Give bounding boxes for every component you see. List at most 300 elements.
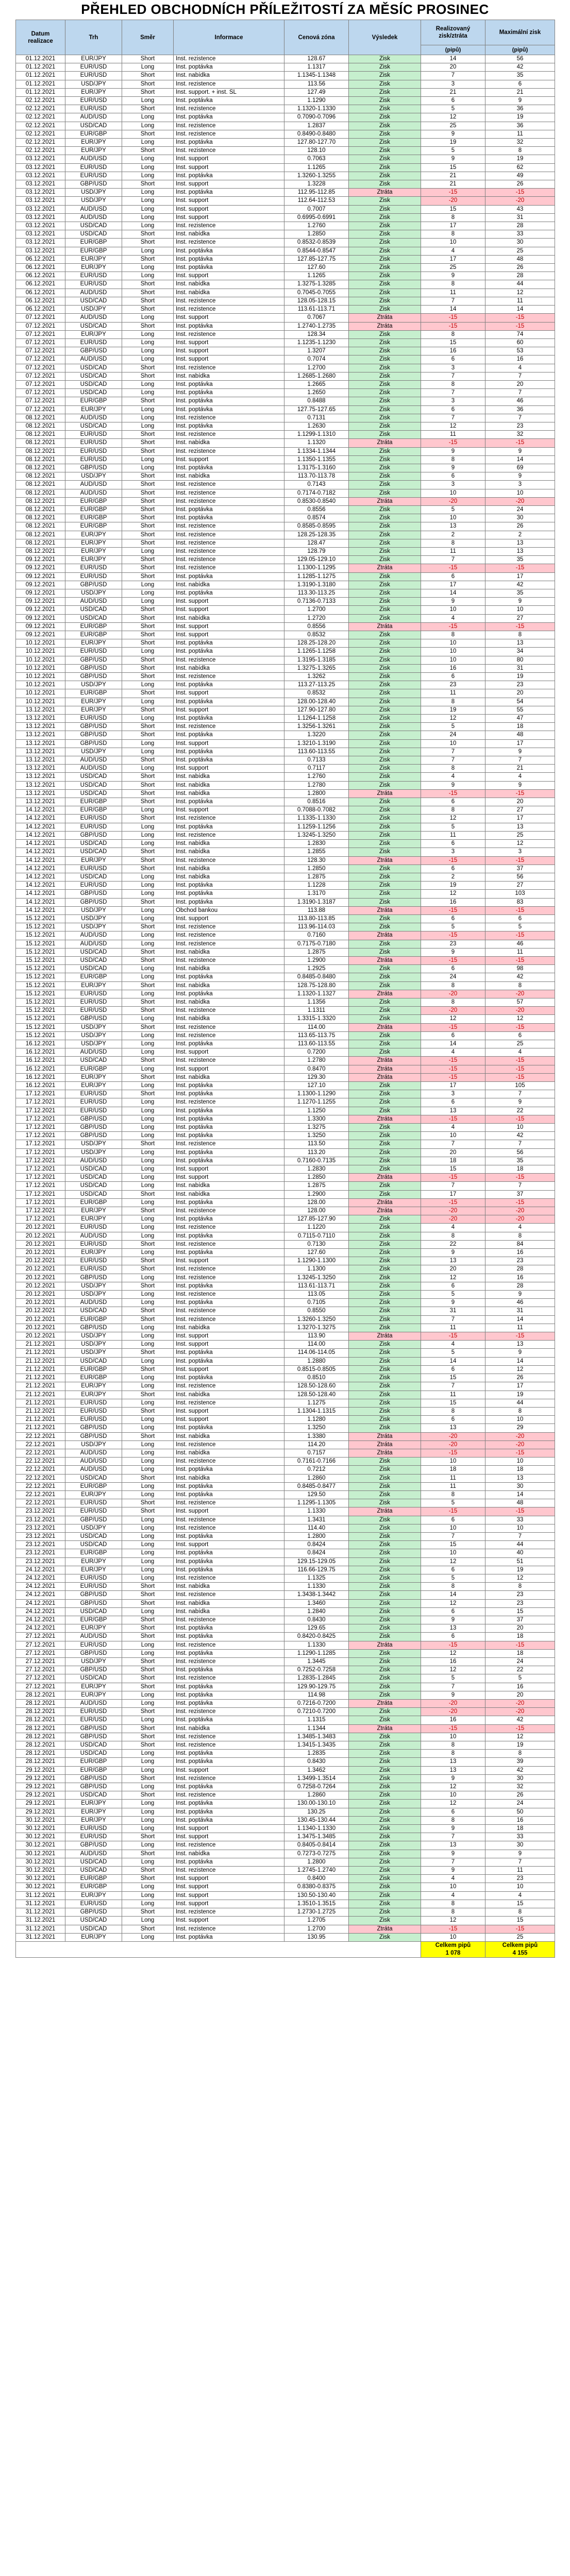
table-row [16,1474,555,1482]
info-cell: Inst. support [174,1416,284,1424]
max-pips-cell: 53 [485,347,555,355]
date-cell: 20.12.2021 [16,1332,65,1341]
info-cell: Inst. nabídka [174,1599,284,1607]
pair-cell: EUR/JPY [65,1691,122,1699]
max-pips-cell: 16 [485,1683,555,1691]
info-cell: Inst. rezistence [174,122,284,130]
max-pips-cell: 15 [485,1607,555,1616]
info-cell: Inst. support. + inst. SL [174,88,284,96]
info-cell: Inst. rezistence [174,1023,284,1031]
pips-cell: 7 [421,556,485,564]
info-cell: Inst. poptávka [174,1349,284,1357]
max-pips-cell: -15 [485,1925,555,1933]
direction-cell: Long [122,197,174,205]
info-cell: Inst. rezistence [174,1574,284,1582]
info-cell: Inst. poptávka [174,255,284,263]
date-cell: 02.12.2021 [16,113,65,122]
pips-cell: 10 [421,1524,485,1532]
direction-cell: Long [122,1048,174,1057]
pips-cell: 8 [421,230,485,239]
info-cell: Inst. rezistence [174,447,284,455]
date-cell: 09.12.2021 [16,589,65,598]
date-cell: 29.12.2021 [16,1766,65,1774]
table-row [16,1190,555,1198]
info-cell: Inst. nabídka [174,781,284,789]
table-row [16,306,555,314]
zone-cell: 130.45-130.44 [284,1816,349,1824]
max-pips-cell: 9 [485,1098,555,1107]
info-cell: Inst. rezistence [174,923,284,931]
info-cell: Inst. rezistence [174,1616,284,1624]
pips-cell: 6 [421,1516,485,1524]
zone-cell: 1.3460 [284,1599,349,1607]
pair-cell: USD/JPY [65,1148,122,1157]
info-cell: Inst. rezistence [174,1098,284,1107]
pair-cell: USD/JPY [65,1440,122,1449]
zone-cell: 1.2850 [284,230,349,239]
pips-cell: 12 [421,1649,485,1657]
pips-cell: -15 [421,622,485,631]
table-row [16,1700,555,1708]
table-row [16,189,555,197]
pair-cell: AUD/USD [65,355,122,364]
max-pips-cell: 12 [485,840,555,848]
pips-cell: 7 [421,297,485,305]
zone-cell: 0.7210-0.7200 [284,1708,349,1716]
result-cell: Zisk [349,1833,421,1841]
result-cell: Zisk [349,1791,421,1800]
pair-cell: AUD/USD [65,205,122,213]
result-cell: Zisk [349,280,421,289]
max-pips-cell: 32 [485,431,555,439]
zone-cell: 0.7131 [284,414,349,422]
info-cell: Inst. support [174,1917,284,1925]
result-cell: Zisk [349,765,421,773]
zone-cell: 114.06-114.05 [284,1349,349,1357]
max-pips-cell: 18 [485,1649,555,1657]
pair-cell: AUD/USD [65,1850,122,1858]
pair-cell: EUR/GBP [65,1365,122,1374]
date-cell: 07.12.2021 [16,372,65,380]
table-row [16,1858,555,1866]
pair-cell: EUR/GBP [65,1374,122,1382]
date-cell: 23.12.2021 [16,1541,65,1549]
zone-cell: 113.50 [284,1140,349,1148]
result-cell: Ztráta [349,1432,421,1440]
pips-cell: 10 [421,739,485,748]
pair-cell: EUR/USD [65,280,122,289]
pips-cell: -20 [421,1215,485,1224]
pair-cell: GBP/USD [65,180,122,189]
pips-cell: -15 [421,956,485,964]
pips-cell: -15 [421,564,485,572]
zone-cell: 0.7273-0.7275 [284,1850,349,1858]
max-pips-cell: 10 [485,606,555,614]
pair-cell: USD/JPY [65,1658,122,1666]
direction-cell: Short [122,1023,174,1031]
pips-cell: 20 [421,1265,485,1274]
pair-cell: EUR/JPY [65,405,122,414]
date-cell: 13.12.2021 [16,765,65,773]
zone-cell: 1.1320-1.1330 [284,105,349,113]
pair-cell: USD/JPY [65,1524,122,1532]
pips-cell: 6 [421,840,485,848]
direction-cell: Short [122,606,174,614]
pips-cell: 6 [421,1365,485,1374]
pips-cell: 10 [421,656,485,664]
pips-cell: 10 [421,1883,485,1891]
table-row [16,1374,555,1382]
pips-cell: 6 [421,1098,485,1107]
max-pips-cell: 33 [485,1516,555,1524]
direction-cell: Long [122,1574,174,1582]
direction-cell: Short [122,180,174,189]
result-cell: Zisk [349,606,421,614]
date-cell: 09.12.2021 [16,631,65,639]
direction-cell: Short [122,306,174,314]
date-cell: 07.12.2021 [16,397,65,405]
zone-cell: 1.1220 [284,1224,349,1232]
col-header-direction: Směr [122,20,174,55]
zone-cell: 1.1280 [284,1416,349,1424]
direction-cell: Long [122,1040,174,1048]
max-pips-cell: 7 [485,756,555,765]
direction-cell: Short [122,1365,174,1374]
max-pips-cell: 20 [485,1691,555,1699]
max-pips-cell: 16 [485,1274,555,1282]
date-cell: 22.12.2021 [16,1490,65,1499]
date-cell: 15.12.2021 [16,1031,65,1040]
pips-cell: 8 [421,1407,485,1415]
table-row [16,1382,555,1391]
result-cell: Ztráta [349,1174,421,1182]
table-row [16,505,555,514]
result-cell: Zisk [349,113,421,122]
zone-cell: 0.8516 [284,798,349,806]
pips-cell: 12 [421,1274,485,1282]
date-cell: 13.12.2021 [16,723,65,731]
info-cell: Inst. support [174,1165,284,1174]
date-cell: 22.12.2021 [16,1432,65,1440]
max-pips-cell: 54 [485,698,555,706]
pips-cell: 6 [421,965,485,973]
table-row [16,956,555,964]
info-cell: Inst. rezistence [174,856,284,865]
zone-cell: 1.3260-1.3250 [284,1315,349,1324]
zone-cell: 1.1235-1.1230 [284,338,349,347]
result-cell: Ztráta [349,1332,421,1341]
direction-cell: Short [122,556,174,564]
pair-cell: EUR/USD [65,1399,122,1407]
table-row [16,531,555,539]
col-unit-pips: (pipů) [421,45,485,55]
date-cell: 21.12.2021 [16,1365,65,1374]
zone-cell: 0.8574 [284,514,349,522]
zone-cell: 130.25 [284,1808,349,1816]
direction-cell: Long [122,1098,174,1107]
pips-cell: 18 [421,1466,485,1474]
result-cell: Ztráta [349,1073,421,1081]
info-cell: Inst. poptávka [174,1232,284,1240]
info-cell: Inst. rezistence [174,1925,284,1933]
result-cell: Zisk [349,264,421,272]
max-pips-cell: -15 [485,1057,555,1065]
pips-cell: 6 [421,97,485,105]
max-pips-cell: 24 [485,1800,555,1808]
direction-cell: Short [122,789,174,798]
date-cell: 02.12.2021 [16,130,65,138]
direction-cell: Short [122,230,174,239]
direction-cell: Long [122,1124,174,1132]
table-row [16,1265,555,1274]
date-cell: 03.12.2021 [16,155,65,163]
table-row [16,1800,555,1808]
result-cell: Zisk [349,88,421,96]
date-cell: 06.12.2021 [16,306,65,314]
col-unit-max: (pipů) [485,45,555,55]
zone-cell: 0.8470 [284,1065,349,1073]
date-cell: 15.12.2021 [16,965,65,973]
pair-cell: USD/JPY [65,1349,122,1357]
pips-cell: 10 [421,1458,485,1466]
result-cell: Zisk [349,55,421,63]
info-cell: Inst. nabídka [174,372,284,380]
table-row [16,1249,555,1257]
zone-cell: 0.7090-0.7096 [284,113,349,122]
zone-cell: 0.8532 [284,631,349,639]
info-cell: Inst. nabídka [174,280,284,289]
table-row [16,297,555,305]
date-cell: 31.12.2021 [16,1933,65,1941]
pips-cell: 12 [421,422,485,430]
direction-cell: Short [122,815,174,823]
pair-cell: GBP/USD [65,1599,122,1607]
pips-cell: 8 [421,1583,485,1591]
result-cell: Zisk [349,998,421,1006]
zone-cell: 130.95 [284,1933,349,1941]
pips-cell: 5 [421,1674,485,1683]
date-cell: 20.12.2021 [16,1324,65,1332]
result-cell: Zisk [349,581,421,589]
date-cell: 24.12.2021 [16,1566,65,1574]
date-cell: 15.12.2021 [16,981,65,990]
pips-cell: 14 [421,589,485,598]
info-cell: Inst. support [174,355,284,364]
table-row [16,205,555,213]
pips-cell: 15 [421,205,485,213]
zone-cell: 0.7212 [284,1466,349,1474]
table-row [16,1257,555,1265]
max-pips-cell: 57 [485,998,555,1006]
max-pips-cell: 37 [485,1190,555,1198]
table-row [16,965,555,973]
pair-cell: EUR/JPY [65,264,122,272]
max-pips-cell: 35 [485,72,555,80]
info-cell: Inst. support [174,1875,284,1883]
table-row [16,731,555,739]
zone-cell: 0.7175-0.7180 [284,940,349,948]
result-cell: Ztráta [349,956,421,964]
table-row [16,1649,555,1657]
pips-cell: 7 [421,1858,485,1866]
pair-cell: AUD/USD [65,1700,122,1708]
direction-cell: Short [122,1315,174,1324]
table-row [16,1925,555,1933]
table-row [16,598,555,606]
direction-cell: Short [122,1432,174,1440]
info-cell: Inst. support [174,598,284,606]
pips-cell: 6 [421,1633,485,1641]
pair-cell: USD/CAD [65,840,122,848]
table-row [16,898,555,906]
max-pips-cell: 14 [485,1357,555,1365]
zone-cell: 129.05-129.10 [284,556,349,564]
date-cell: 27.12.2021 [16,1641,65,1649]
pips-cell: 12 [421,715,485,723]
max-pips-cell: 43 [485,205,555,213]
zone-cell: 1.2875 [284,873,349,881]
direction-cell: Short [122,255,174,263]
direction-cell: Long [122,1466,174,1474]
table-row [16,1516,555,1524]
table-row [16,88,555,96]
pair-cell: AUD/USD [65,314,122,322]
date-cell: 28.12.2021 [16,1733,65,1741]
date-cell: 27.12.2021 [16,1649,65,1657]
pair-cell: AUD/USD [65,1449,122,1457]
table-row [16,973,555,981]
pair-cell: USD/CAD [65,1474,122,1482]
pips-cell: 5 [421,823,485,831]
table-row [16,1065,555,1073]
direction-cell: Short [122,1190,174,1198]
pips-cell: 6 [421,1031,485,1040]
direction-cell: Long [122,1691,174,1699]
max-pips-cell: 14 [485,455,555,464]
pair-cell: EUR/GBP [65,1482,122,1490]
max-pips-cell: 19 [485,1566,555,1574]
pips-cell: 6 [421,1566,485,1574]
info-cell: Inst. nabídka [174,1015,284,1023]
result-cell: Zisk [349,598,421,606]
pips-cell: 4 [421,1341,485,1349]
pair-cell: AUD/USD [65,1458,122,1466]
result-cell: Ztráta [349,1641,421,1649]
date-cell: 17.12.2021 [16,1098,65,1107]
max-pips-cell: -20 [485,990,555,998]
result-cell: Zisk [349,1783,421,1791]
date-cell: 08.12.2021 [16,472,65,481]
pair-cell: EUR/JPY [65,1073,122,1081]
table-row [16,1224,555,1232]
direction-cell: Long [122,389,174,397]
result-cell: Zisk [349,873,421,881]
table-row [16,1741,555,1750]
pair-cell: EUR/GBP [65,798,122,806]
pair-cell: USD/JPY [65,1040,122,1048]
direction-cell: Short [122,1658,174,1666]
table-row [16,422,555,430]
zone-cell: 130.50-130.40 [284,1891,349,1900]
result-cell: Zisk [349,230,421,239]
pair-cell: USD/CAD [65,222,122,230]
zone-cell: 0.8532 [284,689,349,698]
zone-cell: 0.6995-0.6991 [284,213,349,222]
pair-cell: EUR/USD [65,648,122,656]
direction-cell: Long [122,1750,174,1758]
max-pips-cell: -20 [485,1440,555,1449]
date-cell: 24.12.2021 [16,1607,65,1616]
info-cell: Inst. nabídka [174,1391,284,1399]
zone-cell: 1.1259-1.1256 [284,823,349,831]
pair-cell: EUR/USD [65,455,122,464]
info-cell: Inst. rezistence [174,931,284,940]
max-pips-cell: 18 [485,1825,555,1833]
info-cell: Inst. rezistence [174,1674,284,1683]
result-cell: Zisk [349,681,421,689]
pips-cell: -15 [421,856,485,865]
direction-cell: Short [122,289,174,297]
info-cell: Inst. poptávka [174,1482,284,1490]
result-cell: Zisk [349,289,421,297]
table-row [16,748,555,756]
pips-cell: 15 [421,1541,485,1549]
pair-cell: EUR/JPY [65,531,122,539]
zone-cell: 128.34 [284,330,349,338]
pips-cell: 5 [421,147,485,155]
max-pips-cell: 42 [485,581,555,589]
direction-cell: Short [122,564,174,572]
pair-cell: GBP/USD [65,1516,122,1524]
direction-cell: Long [122,1482,174,1490]
table-row [16,522,555,531]
col-header-result: Výsledek [349,20,421,55]
pair-cell: GBP/USD [65,723,122,731]
table-row [16,556,555,564]
pips-cell: 4 [421,1891,485,1900]
direction-cell: Short [122,614,174,622]
max-pips-cell: 7 [485,1090,555,1098]
pips-cell: 6 [421,1416,485,1424]
max-pips-cell: 8 [485,1407,555,1415]
max-pips-cell: 10 [485,489,555,497]
pair-cell: GBP/USD [65,1666,122,1674]
pair-cell: USD/JPY [65,906,122,914]
zone-cell: 113.80-113.85 [284,914,349,923]
zone-cell: 1.2700 [284,1925,349,1933]
pair-cell: GBP/USD [65,1424,122,1432]
table-row [16,1482,555,1490]
date-cell: 31.12.2021 [16,1891,65,1900]
zone-cell: 1.3438-1.3442 [284,1591,349,1599]
result-cell: Zisk [349,1549,421,1557]
max-pips-cell: 28 [485,1265,555,1274]
pips-cell: 5 [421,505,485,514]
table-row [16,1440,555,1449]
direction-cell: Short [122,1867,174,1875]
pips-cell: 12 [421,1783,485,1791]
zone-cell: 0.8400 [284,1875,349,1883]
max-pips-cell: 12 [485,1733,555,1741]
result-cell: Zisk [349,1649,421,1657]
result-cell: Zisk [349,505,421,514]
pips-cell: 11 [421,1324,485,1332]
pair-cell: EUR/JPY [65,1808,122,1816]
zone-cell: 112.95-112.85 [284,189,349,197]
zone-cell: 0.8530-0.8540 [284,497,349,505]
max-pips-cell: 39 [485,1758,555,1766]
zone-cell: 1.2720 [284,614,349,622]
